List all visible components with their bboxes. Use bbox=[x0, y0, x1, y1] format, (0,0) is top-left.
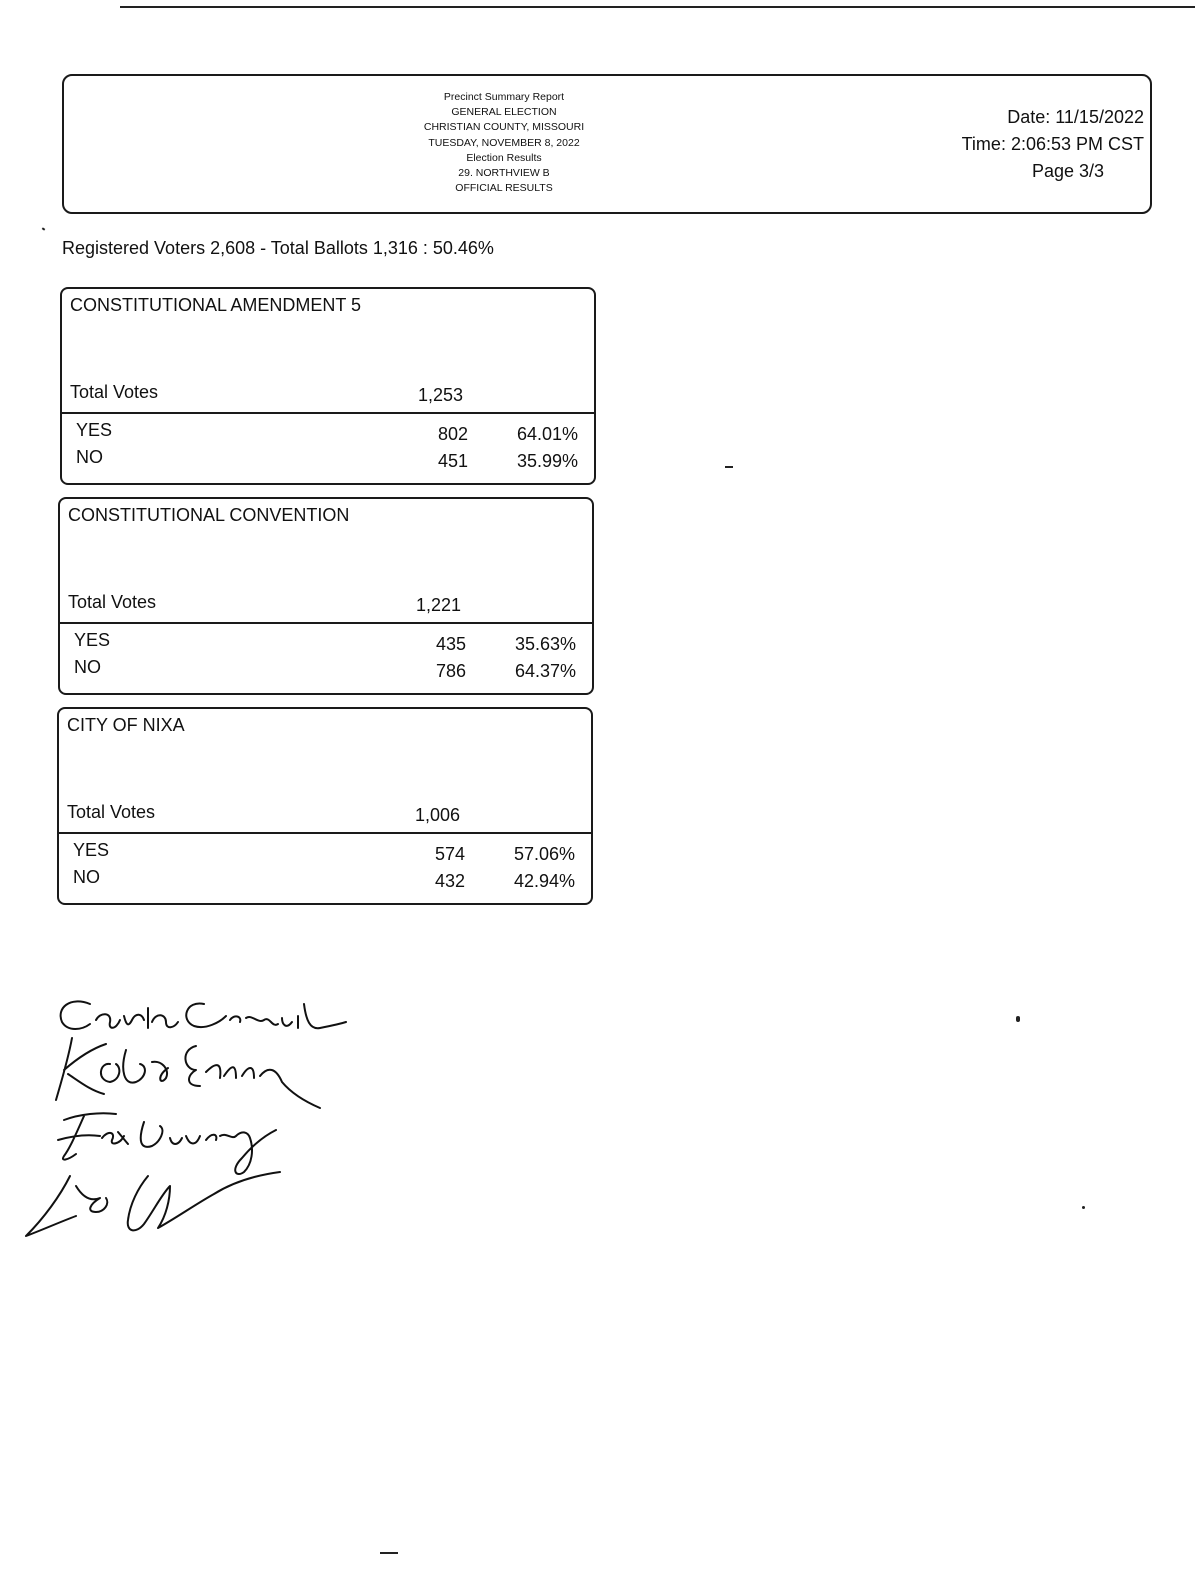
results-label: Election Results bbox=[466, 151, 542, 164]
page-number: Page 3/3 bbox=[1031, 161, 1104, 181]
contest-title: CITY OF NIXA bbox=[67, 715, 185, 735]
choice-votes: 802 bbox=[437, 424, 468, 444]
total-votes-label: Total Votes bbox=[67, 802, 156, 822]
choice-name: YES bbox=[76, 420, 113, 440]
report-meta bbox=[962, 104, 1144, 185]
total-votes-value: 1,253 bbox=[418, 385, 464, 405]
choice-votes: 574 bbox=[434, 844, 465, 864]
scan-speck bbox=[42, 227, 46, 230]
choice-name: NO bbox=[73, 867, 100, 887]
choice-name: NO bbox=[76, 447, 103, 467]
scan-speck bbox=[1016, 1016, 1020, 1022]
signature-4 bbox=[26, 1172, 280, 1236]
choice-row bbox=[60, 657, 592, 683]
choice-row bbox=[59, 867, 591, 893]
total-votes-row bbox=[59, 800, 591, 834]
choice-votes: 786 bbox=[435, 661, 466, 681]
choice-name: YES bbox=[73, 840, 110, 860]
total-votes-value: 1,006 bbox=[415, 805, 461, 825]
scan-speck bbox=[380, 1552, 398, 1554]
choice-votes: 435 bbox=[435, 634, 466, 654]
county-name: CHRISTIAN COUNTY, MISSOURI bbox=[423, 121, 585, 134]
total-votes-row bbox=[60, 590, 592, 624]
signature-1 bbox=[61, 1001, 346, 1029]
choice-row bbox=[59, 840, 591, 866]
choice-name: YES bbox=[74, 630, 111, 650]
choice-percent: 64.01% bbox=[516, 424, 578, 444]
total-votes-row bbox=[62, 380, 594, 414]
election-name: GENERAL ELECTION bbox=[451, 106, 557, 119]
report-time: Time: 2:06:53 PM CST bbox=[961, 134, 1144, 154]
signature-3 bbox=[58, 1113, 276, 1174]
signature-2 bbox=[56, 1038, 320, 1108]
contest-box bbox=[60, 287, 596, 485]
choice-votes: 451 bbox=[437, 451, 468, 471]
contest-box bbox=[57, 707, 593, 905]
total-votes-value: 1,221 bbox=[416, 595, 462, 615]
total-votes-label: Total Votes bbox=[68, 592, 157, 612]
signatures bbox=[20, 990, 400, 1260]
election-date: TUESDAY, NOVEMBER 8, 2022 bbox=[428, 136, 580, 149]
choice-row bbox=[62, 447, 594, 473]
report-date: Date: 11/15/2022 bbox=[1007, 107, 1144, 127]
contest-title: CONSTITUTIONAL CONVENTION bbox=[68, 505, 350, 525]
precinct-name: 29. NORTHVIEW B bbox=[458, 167, 550, 180]
choice-percent: 35.99% bbox=[516, 451, 578, 471]
scan-speck bbox=[725, 466, 733, 468]
turnout-summary: Registered Voters 2,608 - Total Ballots 1,316 : 50.46% bbox=[62, 238, 494, 258]
report-title-block bbox=[404, 90, 604, 196]
scan-edge-line bbox=[120, 6, 1195, 8]
choice-percent: 35.63% bbox=[514, 634, 576, 654]
report-title: Precinct Summary Report bbox=[443, 91, 565, 103]
choice-percent: 57.06% bbox=[513, 844, 575, 864]
total-votes-label: Total Votes bbox=[70, 382, 159, 402]
official-label: OFFICIAL RESULTS bbox=[455, 182, 553, 195]
choice-votes: 432 bbox=[434, 871, 465, 891]
contest-box bbox=[58, 497, 594, 695]
choice-row bbox=[60, 630, 592, 656]
choice-row bbox=[62, 420, 594, 446]
report-header bbox=[62, 74, 1152, 214]
choice-percent: 42.94% bbox=[513, 871, 575, 891]
choice-name: NO bbox=[74, 657, 101, 677]
choice-percent: 64.37% bbox=[514, 661, 576, 681]
scan-speck bbox=[1082, 1206, 1085, 1209]
contest-title: CONSTITUTIONAL AMENDMENT 5 bbox=[70, 295, 362, 315]
